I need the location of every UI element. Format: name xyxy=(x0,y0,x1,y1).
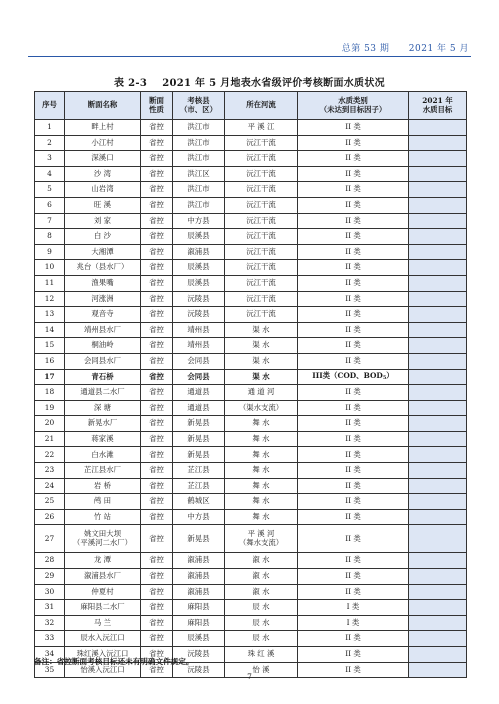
cell-target xyxy=(409,229,467,245)
cell-nature: 省控 xyxy=(141,662,173,678)
cell-no: 2 xyxy=(35,135,65,151)
cell-name: 会同县水厂 xyxy=(65,353,141,369)
cell-target xyxy=(409,369,467,385)
cell-county: 溆浦县 xyxy=(173,584,225,600)
cell-class: II 类 xyxy=(298,584,409,600)
cell-nature: 省控 xyxy=(141,197,173,213)
cell-nature: 省控 xyxy=(141,463,173,479)
cell-class: II 类 xyxy=(298,631,409,647)
cell-nature: 省控 xyxy=(141,338,173,354)
cell-nature: 省控 xyxy=(141,478,173,494)
cell-river: 沅江干流 xyxy=(225,260,298,276)
cell-river: 溆 水 xyxy=(225,569,298,585)
cell-name: 仲夏村 xyxy=(65,584,141,600)
cell-nature: 省控 xyxy=(141,447,173,463)
cell-no: 21 xyxy=(35,431,65,447)
cell-no: 1 xyxy=(35,120,65,136)
cell-class: II 类 xyxy=(298,182,409,198)
cell-river: 沅江干流 xyxy=(225,229,298,245)
cell-class: II 类 xyxy=(298,229,409,245)
cell-river: 沅江干流 xyxy=(225,307,298,323)
cell-nature: 省控 xyxy=(141,244,173,260)
cell-name: 辰水入沅江口 xyxy=(65,631,141,647)
cell-river: 溆 水 xyxy=(225,584,298,600)
cell-no: 30 xyxy=(35,584,65,600)
cell-target xyxy=(409,197,467,213)
cell-county: 溆浦县 xyxy=(173,553,225,569)
cell-target xyxy=(409,385,467,401)
cell-river: 沅江干流 xyxy=(225,166,298,182)
cell-class: II 类 xyxy=(298,244,409,260)
cell-name: 沙 湾 xyxy=(65,166,141,182)
cell-name: 白 沙 xyxy=(65,229,141,245)
cell-class: II 类 xyxy=(298,260,409,276)
cell-no: 4 xyxy=(35,166,65,182)
cell-river: 沅江干流 xyxy=(225,182,298,198)
table-row xyxy=(35,600,467,616)
table-row xyxy=(35,615,467,631)
cell-name: 旺 溪 xyxy=(65,197,141,213)
table-row xyxy=(35,275,467,291)
cell-river: 沅江干流 xyxy=(225,213,298,229)
cell-no: 13 xyxy=(35,307,65,323)
cell-county: 洪江市 xyxy=(173,182,225,198)
table-row xyxy=(35,494,467,510)
cell-class: II 类 xyxy=(298,322,409,338)
cell-county: 辰溪县 xyxy=(173,260,225,276)
cell-name: 龙 潭 xyxy=(65,553,141,569)
cell-river: （渠水支流） xyxy=(225,400,298,416)
cell-county: 辰溪县 xyxy=(173,631,225,647)
water-quality-table xyxy=(34,91,467,678)
cell-river: 沅江干流 xyxy=(225,151,298,167)
cell-river: 溆 水 xyxy=(225,553,298,569)
cell-no: 3 xyxy=(35,151,65,167)
cell-no: 7 xyxy=(35,213,65,229)
cell-nature: 省控 xyxy=(141,353,173,369)
table-row xyxy=(35,353,467,369)
table-row xyxy=(35,229,467,245)
cell-river: 辰 水 xyxy=(225,631,298,647)
cell-no: 17 xyxy=(35,369,65,385)
cell-no: 24 xyxy=(35,478,65,494)
cell-county: 洪江区 xyxy=(173,166,225,182)
cell-county: 新晃县 xyxy=(173,447,225,463)
col-county: 考核县 （市、区） xyxy=(173,92,225,120)
cell-nature: 省控 xyxy=(141,509,173,525)
cell-county: 芷江县 xyxy=(173,463,225,479)
cell-river: 渠 水 xyxy=(225,322,298,338)
table-row xyxy=(35,431,467,447)
cell-river: 沅江干流 xyxy=(225,275,298,291)
issue-number: 总第 53 期 xyxy=(341,44,390,54)
cell-river: 舞 水 xyxy=(225,478,298,494)
cell-county: 溆浦县 xyxy=(173,244,225,260)
cell-name: 大湘潭 xyxy=(65,244,141,260)
cell-class: II 类 xyxy=(298,553,409,569)
cell-target xyxy=(409,166,467,182)
cell-no: 15 xyxy=(35,338,65,354)
cell-county: 通道县 xyxy=(173,400,225,416)
cell-name: 河涨洲 xyxy=(65,291,141,307)
cell-name: 姚文田大坝 （平溪河二水厂） xyxy=(65,525,141,553)
cell-class: II 类 xyxy=(298,197,409,213)
cell-county: 会同县 xyxy=(173,353,225,369)
col-river: 所在河流 xyxy=(225,92,298,120)
table-row xyxy=(35,260,467,276)
cell-class: II 类 xyxy=(298,400,409,416)
cell-target xyxy=(409,120,467,136)
cell-county: 沅陵县 xyxy=(173,291,225,307)
cell-name: 竹 站 xyxy=(65,509,141,525)
cell-target xyxy=(409,615,467,631)
cell-county: 新晃县 xyxy=(173,431,225,447)
cell-river: 舞 水 xyxy=(225,463,298,479)
cell-name: 珠红溪入沅江口 xyxy=(65,647,141,663)
table-header-row xyxy=(35,92,467,120)
cell-county: 洪江市 xyxy=(173,151,225,167)
cell-name: 畔上村 xyxy=(65,120,141,136)
cell-nature: 省控 xyxy=(141,369,173,385)
cell-target xyxy=(409,525,467,553)
cell-nature: 省控 xyxy=(141,525,173,553)
cell-no: 5 xyxy=(35,182,65,198)
cell-class: II 类 xyxy=(298,478,409,494)
cell-class: I 类 xyxy=(298,615,409,631)
cell-target xyxy=(409,494,467,510)
cell-no: 34 xyxy=(35,647,65,663)
cell-name: 马 兰 xyxy=(65,615,141,631)
cell-name: 麻阳县二水厂 xyxy=(65,600,141,616)
cell-river: 辰 水 xyxy=(225,600,298,616)
cell-name: 山岩湾 xyxy=(65,182,141,198)
cell-target xyxy=(409,260,467,276)
cell-river: 辰 水 xyxy=(225,615,298,631)
cell-name: 通道县二水厂 xyxy=(65,385,141,401)
cell-name: 刘 家 xyxy=(65,213,141,229)
cell-no: 25 xyxy=(35,494,65,510)
table-row xyxy=(35,244,467,260)
page-number: 7 xyxy=(247,672,252,681)
cell-no: 9 xyxy=(35,244,65,260)
cell-class: II 类 xyxy=(298,662,409,678)
cell-nature: 省控 xyxy=(141,494,173,510)
cell-county: 靖州县 xyxy=(173,322,225,338)
cell-nature: 省控 xyxy=(141,260,173,276)
cell-county: 溆浦县 xyxy=(173,569,225,585)
cell-name: 溆浦县水厂 xyxy=(65,569,141,585)
cell-target xyxy=(409,322,467,338)
cell-no: 8 xyxy=(35,229,65,245)
cell-no: 19 xyxy=(35,400,65,416)
cell-county: 新晃县 xyxy=(173,525,225,553)
cell-name: 小江村 xyxy=(65,135,141,151)
cell-county: 沅陵县 xyxy=(173,307,225,323)
cell-no: 29 xyxy=(35,569,65,585)
table-row xyxy=(35,120,467,136)
cell-target xyxy=(409,307,467,323)
cell-no: 35 xyxy=(35,662,65,678)
cell-target xyxy=(409,400,467,416)
cell-county: 芷江县 xyxy=(173,478,225,494)
cell-county: 中方县 xyxy=(173,509,225,525)
cell-county: 中方县 xyxy=(173,213,225,229)
col-class: 水质类别 （未达到目标因子） xyxy=(298,92,409,120)
table-title: 表 2-3 2021 年 5 月地表水省级评价考核断面水质状况 xyxy=(114,78,385,89)
cell-river: 舞 水 xyxy=(225,447,298,463)
table-row xyxy=(35,463,467,479)
table-row xyxy=(35,509,467,525)
cell-county: 洪江市 xyxy=(173,197,225,213)
cell-river: 沅江干流 xyxy=(225,197,298,213)
cell-river: 沅江干流 xyxy=(225,291,298,307)
cell-no: 18 xyxy=(35,385,65,401)
cell-class: II 类 xyxy=(298,291,409,307)
cell-county: 麻阳县 xyxy=(173,600,225,616)
cell-class: III类（COD、$BOD_5$） xyxy=(298,369,409,385)
cell-county: 洪江市 xyxy=(173,120,225,136)
cell-county: 辰溪县 xyxy=(173,275,225,291)
table-row xyxy=(35,553,467,569)
table-body xyxy=(35,120,467,678)
cell-no: 10 xyxy=(35,260,65,276)
cell-class: II 类 xyxy=(298,166,409,182)
cell-river: 平 溪 河 （舞水支流） xyxy=(225,525,298,553)
cell-river: 渠 水 xyxy=(225,338,298,354)
table-row xyxy=(35,307,467,323)
cell-class: II 类 xyxy=(298,647,409,663)
cell-class: II 类 xyxy=(298,525,409,553)
cell-class: II 类 xyxy=(298,307,409,323)
cell-class: II 类 xyxy=(298,213,409,229)
cell-nature: 省控 xyxy=(141,166,173,182)
cell-nature: 省控 xyxy=(141,322,173,338)
cell-county: 辰溪县 xyxy=(173,229,225,245)
cell-nature: 省控 xyxy=(141,213,173,229)
cell-no: 11 xyxy=(35,275,65,291)
cell-target xyxy=(409,416,467,432)
cell-name: 渔果嘴 xyxy=(65,275,141,291)
table-note: 备注：省控断面考核目标还未有明确文件规定。 xyxy=(34,657,194,666)
cell-target xyxy=(409,244,467,260)
cell-county: 鹤城区 xyxy=(173,494,225,510)
cell-county: 沅陵县 xyxy=(173,662,225,678)
cell-target xyxy=(409,213,467,229)
col-name: 断面名称 xyxy=(65,92,141,120)
cell-river: 渠 水 xyxy=(225,353,298,369)
table-row xyxy=(35,322,467,338)
cell-name: 深溪口 xyxy=(65,151,141,167)
cell-nature: 省控 xyxy=(141,569,173,585)
cell-target xyxy=(409,463,467,479)
cell-county: 会同县 xyxy=(173,369,225,385)
cell-class: II 类 xyxy=(298,447,409,463)
cell-no: 33 xyxy=(35,631,65,647)
cell-target xyxy=(409,478,467,494)
cell-name: 鸬 田 xyxy=(65,494,141,510)
cell-class: II 类 xyxy=(298,431,409,447)
col-target: 2021 年 水质目标 xyxy=(409,92,467,120)
col-nature: 断面 性质 xyxy=(141,92,173,120)
cell-nature: 省控 xyxy=(141,135,173,151)
cell-target xyxy=(409,353,467,369)
table-row xyxy=(35,213,467,229)
cell-nature: 省控 xyxy=(141,229,173,245)
cell-target xyxy=(409,291,467,307)
cell-name: 青石桥 xyxy=(65,369,141,385)
table-row xyxy=(35,151,467,167)
table-row xyxy=(35,166,467,182)
cell-class: II 类 xyxy=(298,275,409,291)
table-row xyxy=(35,338,467,354)
cell-no: 31 xyxy=(35,600,65,616)
table-row xyxy=(35,525,467,553)
cell-class: II 类 xyxy=(298,151,409,167)
cell-river: 珠 红 溪 xyxy=(225,647,298,663)
cell-name: 兆台（县水厂） xyxy=(65,260,141,276)
cell-nature: 省控 xyxy=(141,182,173,198)
cell-no: 16 xyxy=(35,353,65,369)
cell-nature: 省控 xyxy=(141,120,173,136)
table-row xyxy=(35,416,467,432)
cell-county: 新晃县 xyxy=(173,416,225,432)
cell-target xyxy=(409,135,467,151)
cell-name: 蒋家溪 xyxy=(65,431,141,447)
cell-nature: 省控 xyxy=(141,631,173,647)
cell-name: 新晃水厂 xyxy=(65,416,141,432)
cell-name: 靖州县水厂 xyxy=(65,322,141,338)
cell-river: 通 道 河 xyxy=(225,385,298,401)
header-rule xyxy=(28,56,471,57)
cell-nature: 省控 xyxy=(141,553,173,569)
cell-no: 22 xyxy=(35,447,65,463)
cell-no: 32 xyxy=(35,615,65,631)
cell-river: 舞 水 xyxy=(225,416,298,432)
cell-target xyxy=(409,431,467,447)
cell-county: 洪江市 xyxy=(173,135,225,151)
cell-no: 28 xyxy=(35,553,65,569)
cell-nature: 省控 xyxy=(141,291,173,307)
cell-river: 平 溪 江 xyxy=(225,120,298,136)
cell-name: 深 塘 xyxy=(65,400,141,416)
cell-target xyxy=(409,584,467,600)
cell-nature: 省控 xyxy=(141,400,173,416)
cell-name: 观音寺 xyxy=(65,307,141,323)
cell-river: 沅江干流 xyxy=(225,135,298,151)
cell-nature: 省控 xyxy=(141,600,173,616)
cell-class: II 类 xyxy=(298,353,409,369)
cell-nature: 省控 xyxy=(141,431,173,447)
table-row xyxy=(35,447,467,463)
cell-class: II 类 xyxy=(298,494,409,510)
cell-class: II 类 xyxy=(298,569,409,585)
cell-class: II 类 xyxy=(298,509,409,525)
running-header xyxy=(326,41,469,54)
cell-no: 26 xyxy=(35,509,65,525)
cell-name: 怡溪入沅江口 xyxy=(65,662,141,678)
table-row xyxy=(35,400,467,416)
cell-river: 舞 水 xyxy=(225,431,298,447)
cell-no: 12 xyxy=(35,291,65,307)
cell-river: 怡 溪 xyxy=(225,662,298,678)
cell-no: 23 xyxy=(35,463,65,479)
cell-county: 靖州县 xyxy=(173,338,225,354)
cell-class: II 类 xyxy=(298,338,409,354)
cell-target xyxy=(409,553,467,569)
cell-river: 舞 水 xyxy=(225,509,298,525)
col-no: 序号 xyxy=(35,92,65,120)
cell-target xyxy=(409,447,467,463)
cell-river: 舞 水 xyxy=(225,494,298,510)
cell-nature: 省控 xyxy=(141,416,173,432)
cell-name: 白水滩 xyxy=(65,447,141,463)
cell-class: II 类 xyxy=(298,135,409,151)
cell-target xyxy=(409,182,467,198)
cell-class: II 类 xyxy=(298,416,409,432)
cell-nature: 省控 xyxy=(141,385,173,401)
cell-target xyxy=(409,631,467,647)
table-row xyxy=(35,135,467,151)
cell-county: 通道县 xyxy=(173,385,225,401)
cell-target xyxy=(409,600,467,616)
cell-nature: 省控 xyxy=(141,307,173,323)
cell-target xyxy=(409,647,467,663)
cell-name: 岩 桥 xyxy=(65,478,141,494)
cell-name: 桐油岭 xyxy=(65,338,141,354)
table-row xyxy=(35,369,467,385)
table-row xyxy=(35,631,467,647)
cell-class: II 类 xyxy=(298,385,409,401)
cell-no: 20 xyxy=(35,416,65,432)
cell-nature: 省控 xyxy=(141,275,173,291)
cell-class: II 类 xyxy=(298,463,409,479)
cell-county: 沅陵县 xyxy=(173,647,225,663)
cell-no: 14 xyxy=(35,322,65,338)
table-row xyxy=(35,291,467,307)
cell-target xyxy=(409,275,467,291)
cell-class: II 类 xyxy=(298,120,409,136)
cell-target xyxy=(409,569,467,585)
cell-nature: 省控 xyxy=(141,647,173,663)
cell-target xyxy=(409,338,467,354)
cell-target xyxy=(409,509,467,525)
cell-target xyxy=(409,151,467,167)
cell-river: 沅江干流 xyxy=(225,244,298,260)
table-row xyxy=(35,197,467,213)
cell-name: 芷江县水厂 xyxy=(65,463,141,479)
cell-no: 6 xyxy=(35,197,65,213)
table-row xyxy=(35,569,467,585)
cell-nature: 省控 xyxy=(141,615,173,631)
table-row xyxy=(35,478,467,494)
cell-class: I 类 xyxy=(298,600,409,616)
table-row xyxy=(35,385,467,401)
table-row xyxy=(35,584,467,600)
cell-no: 27 xyxy=(35,525,65,553)
cell-river: 渠 水 xyxy=(225,369,298,385)
table-row xyxy=(35,182,467,198)
cell-county: 麻阳县 xyxy=(173,615,225,631)
cell-nature: 省控 xyxy=(141,151,173,167)
cell-nature: 省控 xyxy=(141,584,173,600)
issue-date: 2021 年 5 月 xyxy=(408,44,469,54)
